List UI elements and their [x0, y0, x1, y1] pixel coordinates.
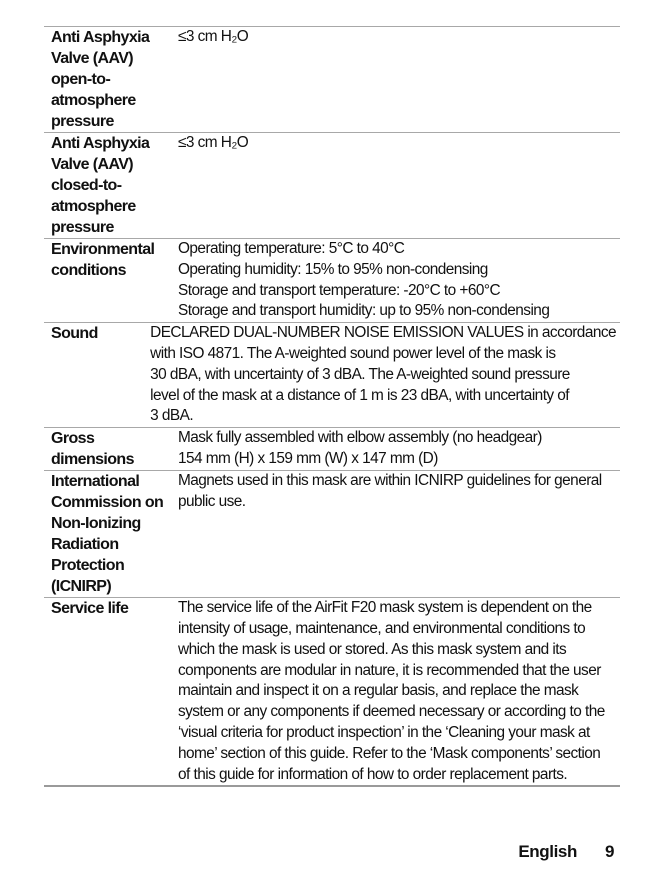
- spec-value-line: Operating humidity: 15% to 95% non-condensing: [178, 260, 488, 278]
- spec-value-line: of this guide for information of how to order replacement parts.: [178, 765, 568, 783]
- footer-language: English: [518, 842, 577, 861]
- spec-label: [44, 239, 178, 322]
- spec-value-line: 154 mm (H) x 159 mm (W) x 147 mm (D): [178, 449, 438, 467]
- spec-label-line: conditions: [51, 262, 126, 279]
- spec-label-line: Commission on: [51, 494, 164, 512]
- spec-value-line: ≤3 cm H₂O: [178, 28, 249, 45]
- page-number: 9: [604, 842, 614, 861]
- spec-label: [44, 323, 150, 427]
- spec-value-line: Magnets used in this mask are within ICNIRP guidelines for general: [178, 472, 602, 490]
- spec-label-line: Valve (AAV): [51, 156, 134, 173]
- spec-value-line: Mask fully assembled with elbow assembly (no headgear): [178, 429, 542, 447]
- spec-label-line: Non-Ionizing: [51, 515, 141, 533]
- spec-label-line: atmosphere: [51, 198, 136, 215]
- spec-value-line: Operating temperature: 5°C to 40°C: [178, 240, 405, 257]
- spec-row: [44, 27, 620, 133]
- spec-value-line: which the mask is used or stored. As this mask system and its: [178, 640, 567, 658]
- spec-value: [178, 428, 620, 470]
- spec-label-line: Gross: [51, 430, 95, 448]
- spec-label-line: Service life: [51, 600, 129, 618]
- spec-value: [178, 471, 620, 597]
- spec-row: [44, 323, 620, 428]
- spec-label-line: International: [51, 473, 140, 491]
- page-footer: [518, 842, 614, 862]
- spec-label-line: open-to-: [51, 71, 111, 88]
- spec-label-line: atmosphere: [51, 92, 136, 109]
- spec-value-line: ‘visual criteria for product inspection’ in the ‘Cleaning your mask at: [178, 723, 590, 741]
- spec-label: [44, 133, 178, 238]
- spec-value: [178, 133, 620, 238]
- spec-row: [44, 239, 620, 323]
- spec-value-line: intensity of usage, maintenance, and environmental conditions to: [178, 619, 586, 637]
- spec-value-line: with ISO 4871. The A-weighted sound power level of the mask is: [150, 344, 556, 362]
- spec-label-line: Environmental: [51, 241, 155, 258]
- spec-label: [44, 598, 178, 785]
- spec-value-line: DECLARED DUAL-NUMBER NOISE EMISSION VALUES in accordance: [150, 324, 616, 342]
- spec-value-line: public use.: [178, 492, 246, 510]
- spec-label-line: Valve (AAV): [51, 50, 134, 67]
- spec-value: [178, 239, 620, 322]
- spec-row: [44, 133, 620, 239]
- spec-value-line: level of the mask at a distance of 1 m is 23 dBA, with uncertainty of: [150, 386, 570, 404]
- spec-row: [44, 598, 620, 787]
- spec-value-line: The service life of the AirFit F20 mask system is dependent on the: [178, 599, 592, 617]
- spec-label-line: Anti Asphyxia: [51, 29, 150, 46]
- spec-label: [44, 471, 178, 597]
- spec-label-line: pressure: [51, 219, 114, 236]
- spec-label-line: Sound: [51, 325, 98, 343]
- spec-value: [150, 323, 620, 427]
- spec-row: [44, 428, 620, 471]
- spec-value-line: Storage and transport temperature: -20°C to +60°C: [178, 281, 501, 299]
- spec-label: [44, 428, 178, 470]
- spec-label-line: Protection: [51, 557, 125, 575]
- spec-value-line: ≤3 cm H₂O: [178, 134, 249, 151]
- spec-row: [44, 471, 620, 598]
- spec-value-line: 30 dBA, with uncertainty of 3 dBA. The A-weighted sound pressure: [150, 365, 570, 383]
- spec-label: [44, 27, 178, 132]
- spec-value-line: maintain and inspect it on a regular basis, and replace the mask: [178, 682, 579, 700]
- spec-value-line: Storage and transport humidity: up to 95% non-condensing: [178, 302, 550, 320]
- spec-label-line: pressure: [51, 113, 114, 130]
- spec-value: [178, 27, 620, 132]
- spec-label-line: Anti Asphyxia: [51, 135, 150, 152]
- spec-value-line: 3 dBA.: [150, 407, 194, 425]
- spec-value-line: home’ section of this guide. Refer to the ‘Mask components’ section: [178, 744, 601, 762]
- spec-value-line: system or any components if deemed necessary or according to the: [178, 703, 605, 721]
- spec-label-line: closed-to-: [51, 177, 122, 194]
- specifications-table: [44, 26, 620, 787]
- spec-label-line: dimensions: [51, 451, 134, 469]
- spec-value: [178, 598, 620, 785]
- spec-value-line: components are modular in nature, it is recommended that the user: [178, 661, 601, 679]
- spec-label-line: (ICNIRP): [51, 578, 112, 596]
- spec-label-line: Radiation: [51, 536, 119, 554]
